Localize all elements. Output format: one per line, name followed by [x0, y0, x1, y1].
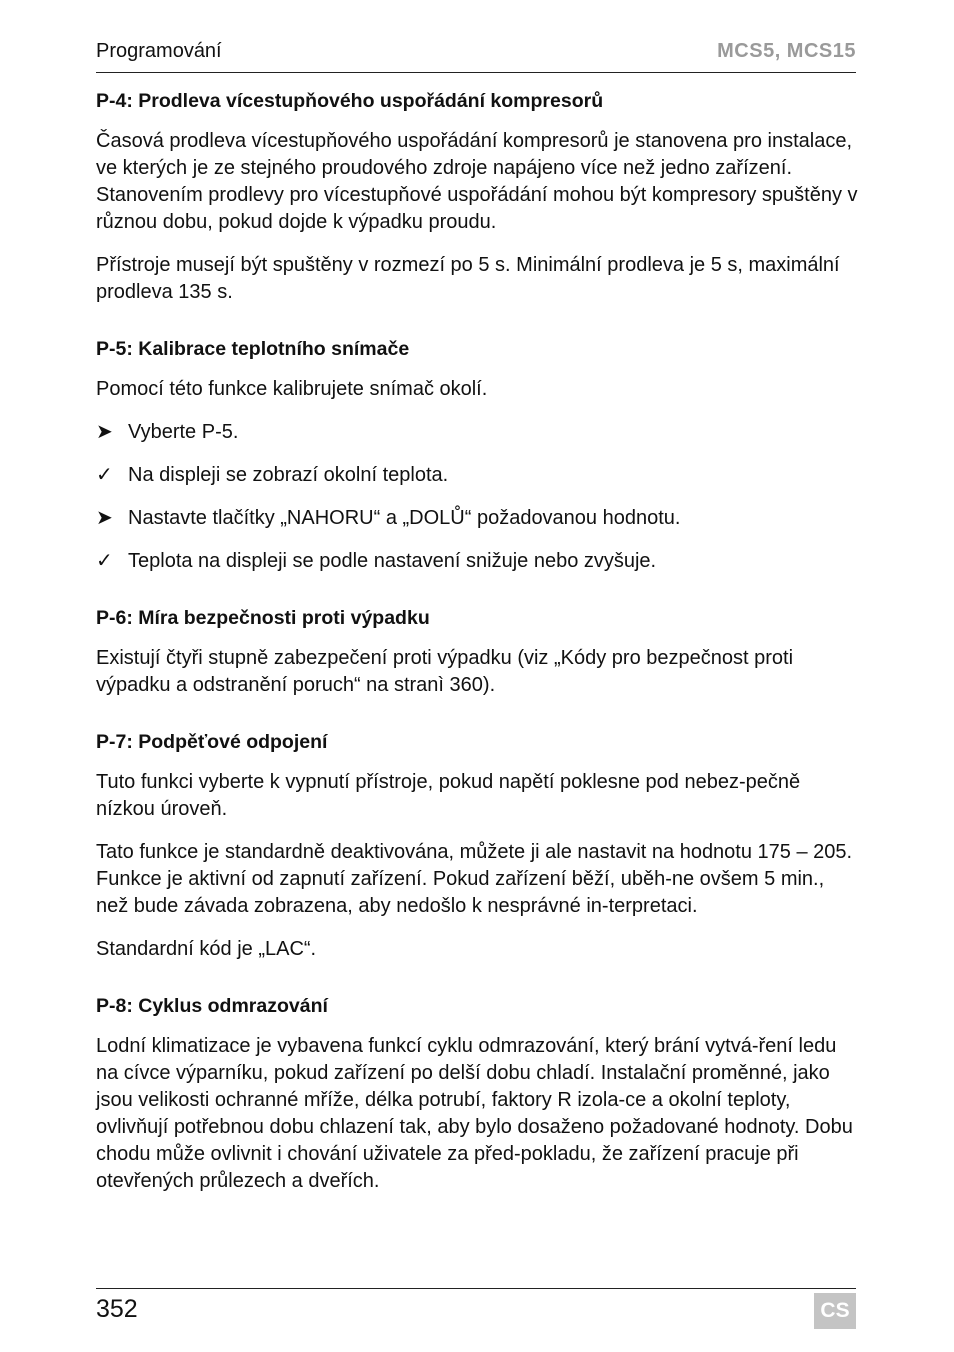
- check-icon: ✓: [96, 464, 113, 486]
- heading-p8: P-8: Cyklus odmrazování: [96, 995, 328, 1017]
- paragraph: Tuto funkci vyberte k vypnutí přístroje, pokud napětí poklesne pod nebez-pečně nízkou úroveň.: [96, 771, 801, 820]
- heading-p5: P-5: Kalibrace teplotního snímače: [96, 338, 410, 360]
- page-footer: [96, 1288, 856, 1323]
- section-title: Programování: [96, 40, 222, 62]
- step-result: [96, 462, 858, 489]
- paragraph: Standardní kód je „LAC“.: [96, 938, 317, 960]
- paragraph: Přístroje musejí být spuštěny v rozmezí po 5 s. Minimální prodleva je 5 s, maximální prodleva 135 s.: [96, 254, 840, 303]
- page-number: 352: [96, 1295, 138, 1323]
- model-label: MCS5, MCS15: [717, 40, 856, 62]
- step-text: Na displeji se zobrazí okolní teplota.: [128, 464, 449, 486]
- paragraph: Časová prodleva vícestupňového uspořádání kompresorů je stanovena pro instalace, ve kterých je ze stejného proudového zdroje napájeno více než jedno zařízení. Stanovením prodlevy pro vícestupňové uspořádání mohou být kompresory spuštěny v různou dobu, pokud dojde k výpadku proudu.: [96, 130, 858, 233]
- paragraph: Tato funkce je standardně deaktivována, můžete ji ale nastavit na hodnotu 175 – 205. Funkce je aktivní od zapnutí zařízení. Pokud zařízení běží, uběh-ne ovšem 5 min., než bude závada zobrazena, aby nedošlo k nesprávné in-terpretaci.: [96, 841, 853, 917]
- step-text: Teplota na displeji se podle nastavení snižuje nebo zvyšuje.: [128, 550, 657, 572]
- check-icon: ✓: [96, 550, 113, 572]
- heading-p6: P-6: Míra bezpečnosti proti výpadku: [96, 607, 430, 629]
- step-result: [96, 548, 858, 575]
- arrow-icon: ➤: [96, 421, 113, 443]
- heading-p7: P-7: Podpěťové odpojení: [96, 731, 328, 753]
- paragraph: Lodní klimatizace je vybavena funkcí cyklu odmrazování, který brání vytvá-ření ledu na cívce výparníku, pokud zařízení po delší dobu chladí. Instalační proměnné, jako jsou velikosti ochranné mříže, délka potrubí, faktory R izola-ce a okolní teploty, ovlivňují potřebnou dobu chlazení tak, aby bylo dosaženo požadované hodnoty. Dobu chodu může ovlivnit i chování uživatele za před-pokladu, že zařízení pracuje při otevřených průlezech a dveřích.: [96, 1035, 853, 1192]
- step-text: Vyberte P-5.: [128, 421, 239, 443]
- paragraph: Pomocí této funkce kalibrujete snímač okolí.: [96, 378, 488, 400]
- step-action: [96, 419, 858, 446]
- step-text: Nastavte tlačítky „NAHORU“ a „DOLŮ“ požadovanou hodnotu.: [128, 507, 681, 529]
- paragraph: Existují čtyři stupně zabezpečení proti výpadku (viz „Kódy pro bezpečnost proti výpadku a odstranění poruch“ na stranì 360).: [96, 647, 794, 696]
- step-action: [96, 505, 858, 532]
- page-header: [96, 40, 856, 73]
- language-badge: CS: [814, 1293, 856, 1329]
- arrow-icon: ➤: [96, 507, 113, 529]
- page-content: [96, 88, 858, 1195]
- heading-p4: P-4: Prodleva vícestupňového uspořádání kompresorů: [96, 90, 604, 112]
